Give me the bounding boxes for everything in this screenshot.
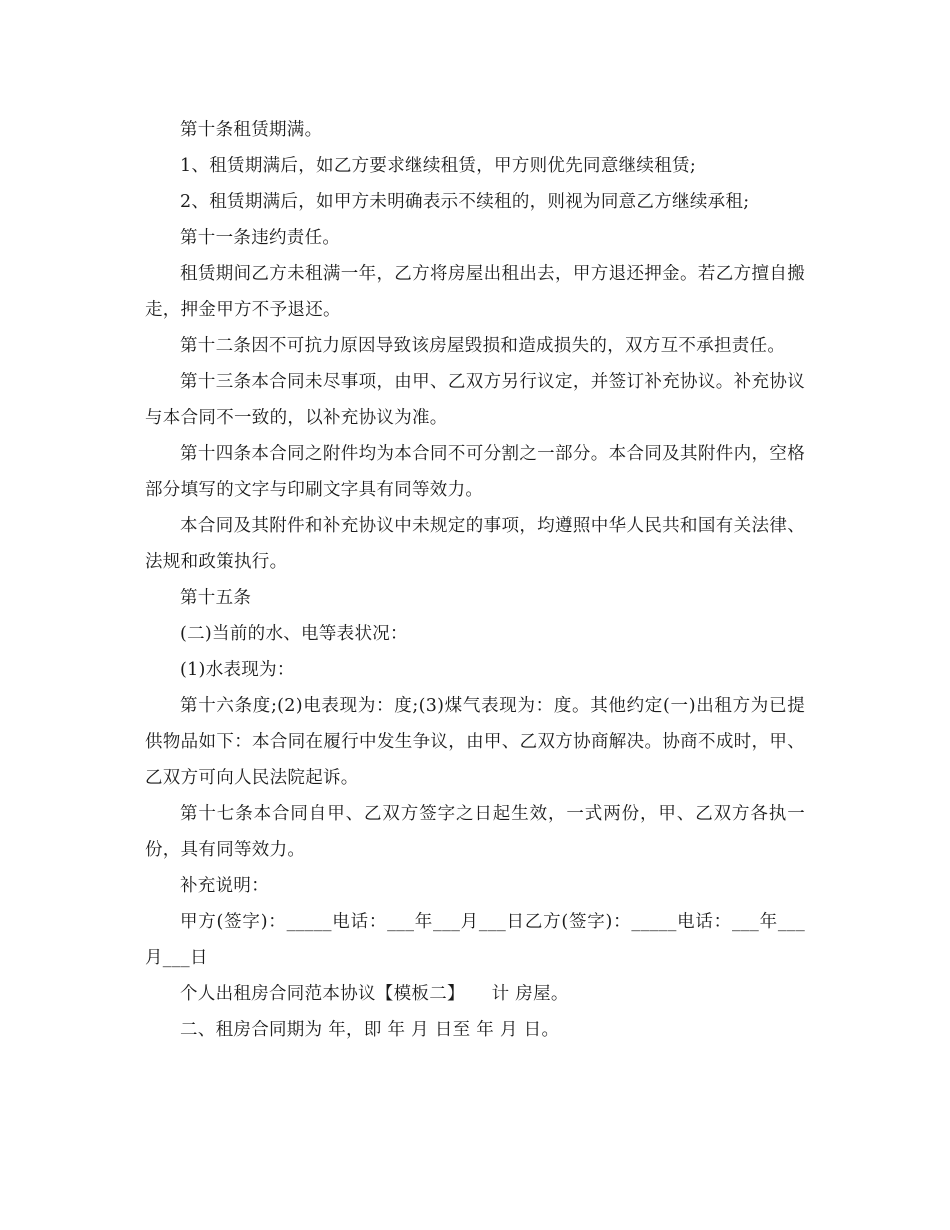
article-12-text: 第十二条因不可抗力原因导致该房屋毁损和造成损失的，双方互不承担责任。 <box>180 336 786 356</box>
article-10-clause-2: 2、租赁期满后，如甲方未明确表示不续租的，则视为同意乙方继续承租; <box>180 192 750 212</box>
template-two-title: 个人出租房合同范本协议【模板二】 计 房屋。 <box>180 984 569 1004</box>
lease-term-text: 二、租房合同期为 年，即 年 月 日至 年 月 日。 <box>180 1020 560 1040</box>
article-11-heading: 第十一条违约责任。 <box>180 228 341 248</box>
signature-line: 甲方(签字)：_____电话：___年___月___日乙方(签字)：_____电话：___年___月___日 <box>145 912 805 968</box>
article-17-text: 第十七条本合同自甲、乙双方签字之日起生效，一式两份，甲、乙双方各执一份，具有同等效力。 <box>145 804 805 860</box>
article-16-text: 第十六条度;(2)电表现为：度;(3)煤气表现为：度。其他约定(一)出租方为已提供物品如下：本合同在履行中发生争议，由甲、乙双方协商解决。协商不成时，甲、乙双方可向人民法院起诉。 <box>145 696 805 788</box>
article-13-text: 第十三条本合同未尽事项，由甲、乙双方另行议定，并签订补充协议。补充协议与本合同不一致的，以补充协议为准。 <box>145 372 805 428</box>
article-11-text: 租赁期间乙方未租满一年，乙方将房屋出租出去，甲方退还押金。若乙方擅自搬走，押金甲方不予退还。 <box>145 264 805 320</box>
water-meter-text: (1)水表现为： <box>180 660 295 680</box>
article-10-heading: 第十条租赁期满。 <box>180 120 323 140</box>
meter-status-heading: (二)当前的水、电等表状况： <box>180 624 408 644</box>
supplementary-note-label: 补充说明： <box>180 876 269 896</box>
document-body <box>145 112 805 1048</box>
article-14-text: 第十四条本合同之附件均为本合同不可分割之一部分。本合同及其附件内，空格部分填写的文字与印刷文字具有同等效力。 <box>145 444 805 500</box>
article-15-heading: 第十五条 <box>180 588 252 608</box>
article-10-clause-1: 1、租赁期满后，如乙方要求继续租赁，甲方则优先同意继续租赁; <box>180 156 697 176</box>
applicable-law-text: 本合同及其附件和补充协议中未规定的事项，均遵照中华人民共和国有关法律、法规和政策执行。 <box>145 516 805 572</box>
